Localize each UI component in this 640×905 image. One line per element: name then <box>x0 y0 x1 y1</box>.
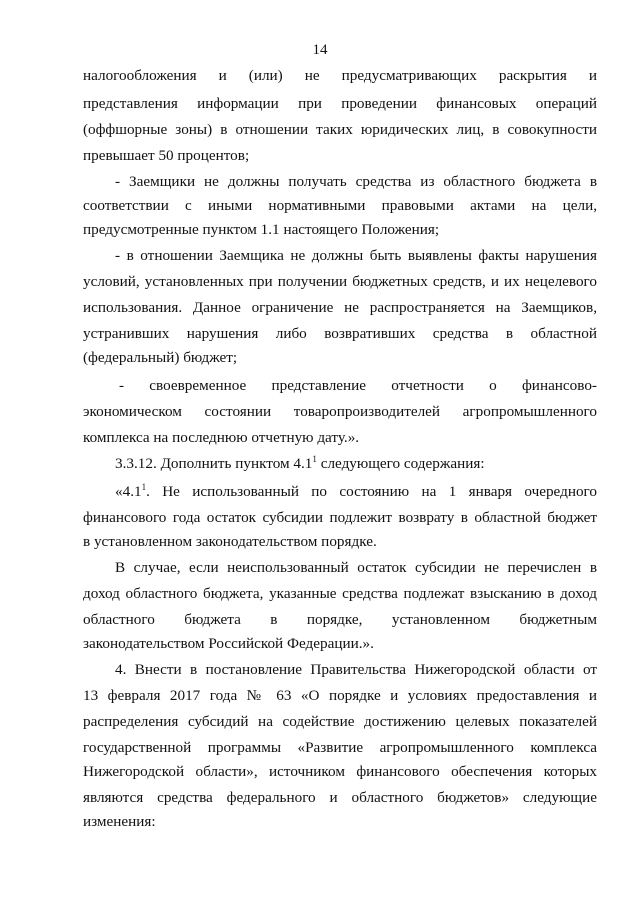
text-line <box>115 482 597 501</box>
text-line: государственной программы «Развитие агропромышленного комплекса <box>83 739 597 756</box>
text-line: В случае, если неиспользованный остаток субсидии не перечислен в <box>115 559 597 576</box>
text-line: соответствии с иными нормативными правовыми актами на цели, <box>83 197 597 214</box>
text-line: в установленном законодательством порядке. <box>83 533 377 550</box>
text-line: условий, установленных при получении бюджетных средств, и их нецелевого <box>83 273 597 290</box>
text-line: комплекса на последнюю отчетную дату.». <box>83 429 360 446</box>
text-line: (федеральный) бюджет; <box>83 349 238 366</box>
text-line: превышает 50 процентов; <box>83 147 250 164</box>
text-line: являются средства федерального и областного бюджетов» следующие <box>83 789 597 806</box>
text-line: представления информации при проведении финансовых операций <box>83 95 597 112</box>
text-line: (оффшорные зоны) в отношении таких юридических лиц, в совокупности <box>83 121 597 138</box>
superscript: 1 <box>141 482 147 492</box>
superscript: 1 <box>312 454 317 464</box>
line-text: следующего содержания: <box>316 455 485 472</box>
text-line: экономическом состоянии товаропроизводителей агропромышленного <box>83 403 597 420</box>
text-line: - Заемщики не должны получать средства из областного бюджета в <box>115 173 597 190</box>
text-line: налогообложения и (или) не предусматривающих раскрытия и <box>83 67 597 84</box>
text-line: областного бюджета в порядке, установленном бюджетным <box>83 611 597 628</box>
line-text: 3.3.12. Дополнить пунктом 4.1 <box>115 455 313 472</box>
text-line: 4. Внести в постановление Правительства Нижегородской области от <box>115 661 597 678</box>
page-number: 14 <box>312 42 328 58</box>
text-line: устранивших нарушения либо возвративших средства в областной <box>83 325 597 342</box>
text-line: - в отношении Заемщика не должны быть выявлены факты нарушения <box>115 247 597 264</box>
text-line <box>115 454 597 473</box>
text-line: Нижегородской области», источником финансового обеспечения которых <box>83 763 597 780</box>
line-text: . Не использованный по состоянию на 1 января очередного <box>146 483 597 500</box>
text-line: распределения субсидий на содействие достижению целевых показателей <box>83 713 597 730</box>
text-line: использования. Данное ограничение не распространяется на Заемщиков, <box>83 299 597 316</box>
text-line: предусмотренные пунктом 1.1 настоящего Положения; <box>83 221 440 238</box>
line-text: «4.1 <box>115 483 142 500</box>
text-line: доход областного бюджета, указанные средства подлежат взысканию в доход <box>83 585 597 602</box>
text-line: изменения: <box>83 813 156 830</box>
text-line: 13 февраля 2017 года № 63 «О порядке и условиях предоставления и <box>83 687 597 704</box>
text-line: - своевременное представление отчетности о финансово- <box>119 377 597 394</box>
text-line: законодательством Российской Федерации.». <box>83 635 374 652</box>
text-line: финансового года остаток субсидии подлежит возврату в областной бюджет <box>83 509 597 526</box>
